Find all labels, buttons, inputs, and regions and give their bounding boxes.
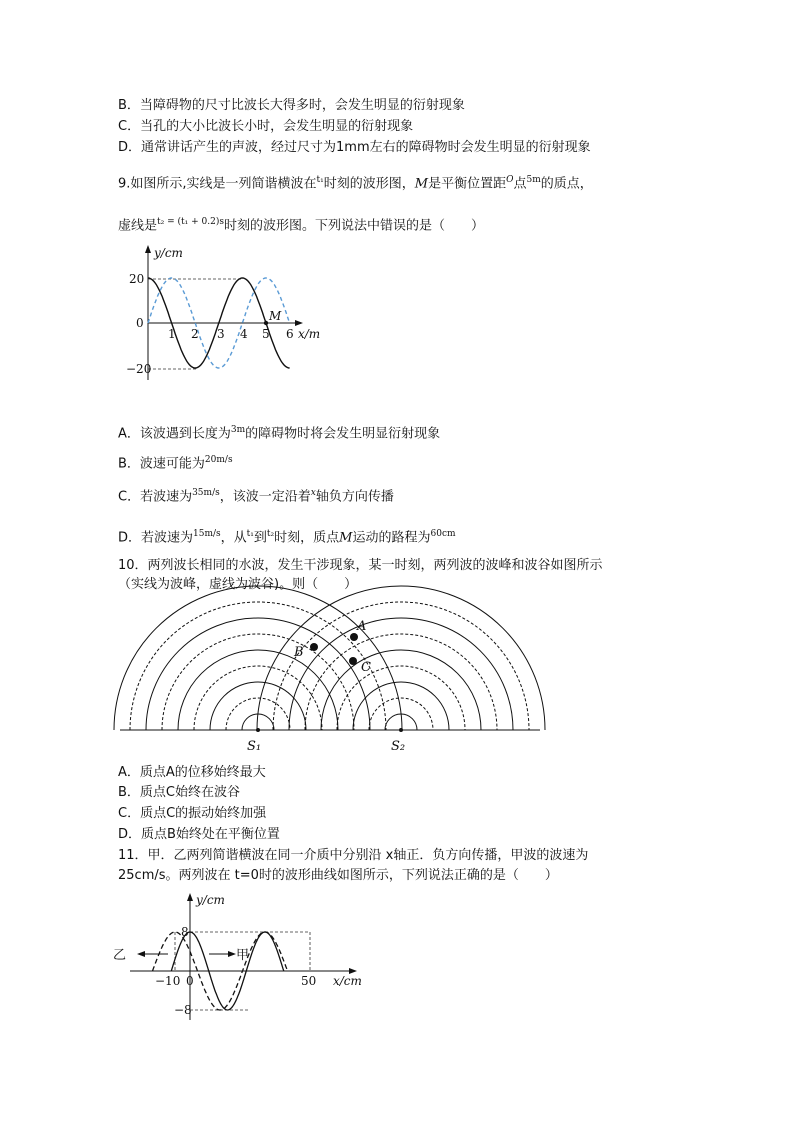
q11-stem-line1: 11．甲．乙两列简谐横波在同一介质中分别沿 x轴正．负方向传播，甲波的波速为 (118, 848, 589, 863)
q10-stem-line2: （实线为波峰，虚线为波谷)。则（ ） (118, 577, 358, 592)
q9-stem-line1: 9.如图所示,实线是一列简谐横波在$^{t_1}$时刻的波形图，M是平衡位置距$^O$点$^{5m}$的质点， (118, 175, 593, 192)
t1-symbol: t₁ (316, 175, 324, 185)
fig10-point-b (310, 643, 318, 651)
q10-stem-line1: 10．两列波长相同的水波，发生干涉现象，某一时刻，两列波的波峰和波谷如图所示 (118, 558, 603, 573)
fig10-label-c: C (361, 660, 371, 675)
q9-option-b: B．波速可能为$^{20m/s}$ (118, 455, 233, 472)
fig9-x-tick-6: 6 (286, 327, 294, 341)
fig10-source-s1 (256, 728, 260, 732)
fig11-label-jia: 甲 (236, 948, 250, 963)
q9-option-a: A．该波遇到长度为$^{3m}$的障碍物时将会发生明显衍射现象 (118, 425, 441, 442)
q9-option-d: D．若波速为$^{15m/s}$，从$^{t_1}$到$^{t_2}$时刻，质点M运动的路程为$^{60cm}$ (118, 529, 456, 546)
fig11-two-waves-graph (110, 888, 370, 1020)
q8-option-c: C．当孔的大小比波长小时，会发生明显的衍射现象 (118, 119, 414, 134)
fig9-y-arrow (145, 245, 151, 253)
fig10-point-a (350, 633, 358, 641)
q9-option-c: C．若波速为$^{35m/s}$，该波一定沿着$^x$轴负方向传播 (118, 488, 394, 505)
fig9-x-tick-2: 2 (191, 327, 199, 341)
fig10-interference-diagram (118, 590, 543, 760)
q10-option-b: B．质点C始终在波谷 (118, 785, 240, 800)
fig9-x-label: x/m (298, 327, 321, 341)
fig9-y-tick-20: 20 (129, 272, 145, 286)
fig11-y-label: y/cm (196, 893, 225, 907)
fig11-y-arrow (187, 893, 193, 901)
fig10-label-a: A (357, 619, 367, 634)
fig11-label-yi: 乙 (113, 948, 127, 963)
q10-option-a: A．质点A的位移始终最大 (118, 765, 266, 780)
fig10-wave-arcs (114, 586, 545, 730)
fig9-x-tick-3: 3 (217, 327, 225, 341)
q8-option-d: D．通常讲话产生的声波，经过尺寸为1mm左右的障碍物时会发生明显的衍射现象 (118, 140, 591, 155)
fig9-m-label: M (269, 309, 282, 323)
q9-stem-line2: 虚线是$^{t_2 = (t_1 + 0.2)s}$时刻的波形图。下列说法中错误的是（ ） (118, 217, 484, 234)
fig9-point-m (264, 321, 268, 325)
fig10-point-c (349, 657, 357, 665)
wave-crest-arc (321, 650, 481, 730)
q10-option-c: C．质点C的振动始终加强 (118, 806, 267, 821)
fig11-y-top: 8 (181, 925, 189, 939)
wave-crest-arc (114, 586, 402, 730)
fig11-x-left: −10 (155, 974, 181, 988)
fig9-x-tick-1: 1 (168, 327, 176, 341)
q11-stem-line2: 25cm/s。两列波在 t=0时的波形曲线如图所示，下列说法正确的是（ ） (118, 868, 558, 883)
fig11-x-right: 50 (301, 974, 317, 988)
fig10-label-b: B (294, 645, 304, 660)
q8-option-b: B．当障碍物的尺寸比波长大得多时，会发生明显的衍射现象 (118, 98, 465, 113)
fig11-y-bottom: −8 (174, 1003, 192, 1017)
fig9-x-arrow (295, 320, 303, 326)
fig10-source-s2 (399, 728, 403, 732)
fig9-y-tick-neg20: −20 (126, 362, 152, 376)
fig11-arrow-yi-head (137, 951, 145, 957)
fig10-label-s1: S₁ (247, 739, 262, 754)
t2-expression: t₂ = (t₁ + 0.2)s (157, 217, 224, 227)
fig9-y-label: y/cm (154, 246, 183, 260)
q10-option-d: D．质点B始终处在平衡位置 (118, 827, 280, 842)
fig9-y-tick-0: 0 (136, 316, 144, 330)
fig9-wave-graph (125, 238, 345, 388)
fig11-arrow-jia-head (228, 951, 236, 957)
fig9-x-tick-5: 5 (262, 327, 270, 341)
fig10-label-s2: S₂ (391, 739, 406, 754)
fig11-x-origin: 0 (186, 974, 194, 988)
fig9-x-tick-4: 4 (240, 327, 248, 341)
fig11-x-label: x/cm (333, 974, 362, 988)
